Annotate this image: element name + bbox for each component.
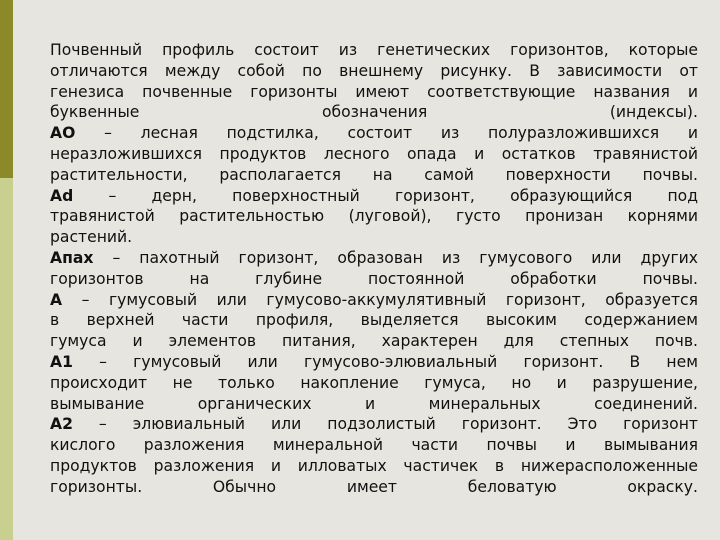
horizon-word: Обычно <box>212 477 277 496</box>
horizon-text: – лесная подстилка, состоит из полуразложившихся и <box>104 124 698 143</box>
horizon-ao-line <box>50 123 698 144</box>
horizon-word: имеет <box>346 477 397 496</box>
horizon-code: Аd <box>50 186 74 205</box>
horizon-text: – гумусовый или гумусово-элювиальный горизонт. В нем <box>99 352 698 371</box>
horizon-code: А2 <box>50 415 73 434</box>
horizon-text-line: растений. <box>50 228 133 247</box>
horizon-text-line: растительности, располагается на самой поверхности почвы. <box>50 165 698 184</box>
horizon-text-line: гумуса и элементов питания, характерен для степных почв. <box>50 332 698 351</box>
horizon-a2-line <box>50 414 698 435</box>
horizon-apakh-line <box>50 248 698 269</box>
horizon-code: АО <box>50 124 76 143</box>
horizon-text-line: продуктов разложения и илловатых частичек в нижерасположенные <box>50 456 698 475</box>
intro-line: отличаются между собой по внешнему рисунку. В зависимости от <box>50 61 698 80</box>
intro-line: Почвенный профиль состоит из генетических горизонтов, которые <box>50 41 698 59</box>
intro-word: (индексы). <box>609 103 698 122</box>
horizon-a2-last-line <box>50 477 698 498</box>
sidebar-accent-dark <box>0 0 13 178</box>
horizon-ad-line <box>50 186 698 207</box>
horizon-a1-line <box>50 352 698 373</box>
horizon-word: горизонты. <box>50 477 143 496</box>
horizon-text-line: неразложившихся продуктов лесного опада и остатков травянистой <box>50 144 698 163</box>
horizon-text-line: травянистой растительностью (луговой), густо пронизан корнями <box>50 207 698 226</box>
horizon-text-line: происходит не только накопление гумуса, но и разрушение, <box>50 373 698 392</box>
intro-word: обозначения <box>321 103 428 122</box>
horizon-text-line: в верхней части профиля, выделяется высоким содержанием <box>50 311 698 330</box>
horizon-word: окраску. <box>627 477 698 496</box>
intro-last-line <box>50 102 698 123</box>
horizon-word: беловатую <box>467 477 557 496</box>
horizon-text-line: вымывание органических и минеральных соединений. <box>50 394 698 413</box>
intro-line: генезиса почвенные горизонты имеют соответствующие названия и <box>50 82 698 101</box>
horizon-text: – дерн, поверхностный горизонт, образующийся под <box>108 186 698 205</box>
horizon-text: – пахотный горизонт, образован из гумусового или других <box>112 248 698 267</box>
horizon-text-line: кислого разложения минеральной части почвы и вымывания <box>50 436 698 455</box>
horizon-text-line: горизонтов на глубине постоянной обработки почвы. <box>50 269 698 288</box>
horizon-text: – элювиальный или подзолистый горизонт. Это горизонт <box>98 415 698 434</box>
horizon-code: А <box>50 290 63 309</box>
horizon-code: А1 <box>50 352 73 371</box>
horizon-a-line <box>50 290 698 311</box>
document-text <box>50 40 698 498</box>
horizon-text: – гумусовый или гумусово-аккумулятивный горизонт, образуется <box>81 290 698 309</box>
intro-word: буквенные <box>50 103 140 122</box>
sidebar-accent-light <box>0 178 13 540</box>
horizon-code: Апах <box>50 248 94 267</box>
